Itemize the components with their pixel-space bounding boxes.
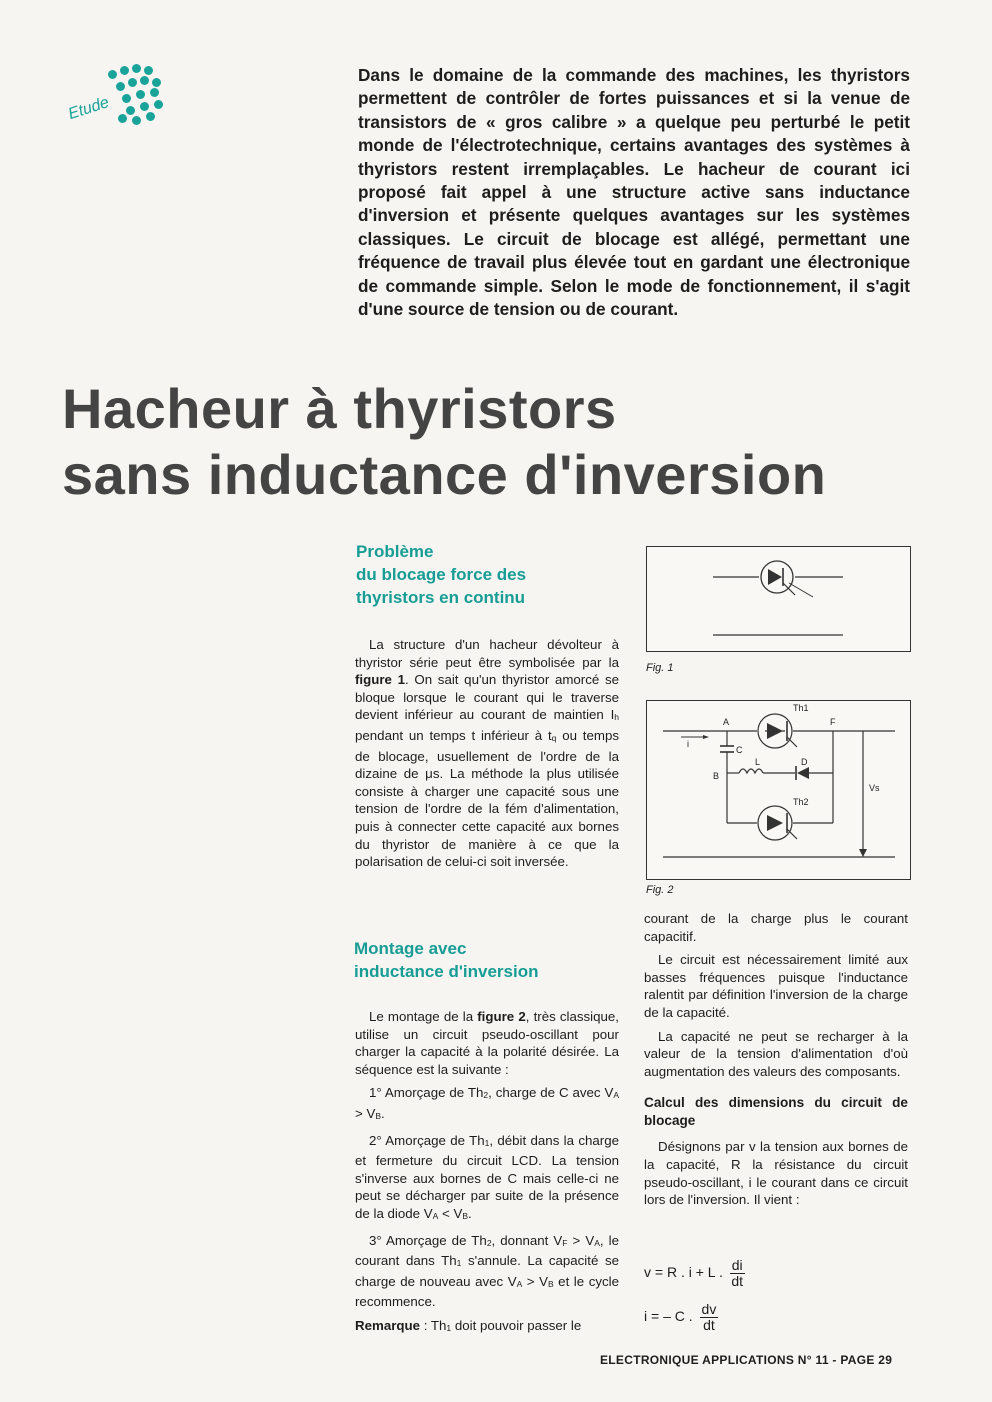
label-a: A	[723, 717, 730, 727]
right-paragraph: courant de la charge plus le courant capacitif.	[644, 911, 908, 944]
label-l: L	[755, 757, 761, 767]
label-c: C	[736, 745, 743, 755]
intro-paragraph: Dans le domaine de la commande des machines, les thyristors permettent de contrôler de fortes puissances et si la venue de transistors de « gros calibre » a quelque peu perturbé le petit monde de l'électrotechnique, certains avantages des systèmes à thyristors restent irremplaçables. Le hacheur de courant ici proposé fait appel à une structure active sans inductance d'inversion et présente quelques avantages sur les systèmes classiques. Le circuit de blocage est allégé, permettant une fréquence de travail plus élevée tout en gardant une électronique de commande simple. Selon le mode de fonctionnement, il s'agit d'une source de tension ou de courant.	[358, 65, 910, 320]
body-text-right	[644, 910, 908, 1215]
heading-line: Montage avec	[354, 939, 467, 958]
eq1-num: di	[731, 1257, 743, 1273]
logo-word: Etude	[66, 93, 112, 124]
subheading-calcul: Calcul des dimensions du circuit de blocage	[644, 1095, 908, 1129]
title-line-2: sans inductance d'inversion	[62, 443, 827, 506]
fig2-diagram	[647, 701, 910, 879]
right-paragraph: Le circuit est nécessairement limité aux basses fréquences puisque l'inductance ralentit par définition l'inversion de la charge de la capacité.	[644, 952, 908, 1020]
equation-1	[644, 1258, 745, 1289]
eq2-den: dt	[703, 1317, 715, 1333]
eq1-left: v = R . i + L .	[644, 1264, 723, 1281]
eq1-den: dt	[731, 1273, 744, 1289]
heading-line: Problème	[356, 542, 434, 561]
title-line-1: Hacheur à thyristors	[62, 377, 617, 440]
fig1-label: Fig. 1	[646, 662, 674, 674]
eq2-left: i = – C .	[644, 1308, 693, 1325]
label-b: B	[713, 771, 720, 781]
heading-line: thyristors en continu	[356, 588, 526, 607]
label-i: i	[687, 739, 689, 749]
label-th2: Th2	[793, 797, 809, 807]
section-heading-blocage	[356, 540, 616, 609]
body-text-section2: Le montage de la figure 2, très classique, utilise un circuit pseudo-oscillant pour charger la capacité à la polarité désirée. La séquence est la suivante : 1° Amorçage de Th2, charge de C avec VA > VB. 2° Amorçage de Th1, débit dans la charge et fermeture du circuit LCD. La tension s'inverse aux bornes de C mais celle-ci ne peut se décharger par suite de la présence de la diode VA < VB. 3° Amorçage de Th2, donnant VF > VA, le courant dans Th1 s'annule. La capacité se charge de nouveau avec VA > VB et le cycle recommence. Remarque : Th1 doit pouvoir passer le	[355, 1009, 620, 1333]
article-title	[62, 376, 942, 508]
etude-logo	[64, 58, 174, 138]
label-f: F	[830, 717, 836, 727]
heading-line: inductance d'inversion	[354, 962, 539, 981]
page-footer: ELECTRONIQUE APPLICATIONS N° 11 - PAGE 29	[600, 1353, 893, 1367]
fig2-label: Fig. 2	[646, 884, 674, 896]
right-paragraph: La capacité ne peut se recharger à la valeur de la tension d'alimentation d'où augmentation des valeurs des composants.	[644, 1028, 908, 1079]
section-heading-montage	[354, 937, 614, 983]
equation-2	[644, 1302, 718, 1333]
body-text-section1: La structure d'un hacheur dévolteur à thyristor série peut être symbolisée par la figure 1. On sait qu'un thyristor amorcé se bloque lorsque le courant qui le traverse devient inférieur au courant de maintien Ih pendant un temps t inférieur à tq ou temps de blocage, usuellement de l'ordre de la dizaine de μs. La méthode la plus utilisée consiste à charger une capacité sous une tension de l'ordre de la fém d'alimentation, puis à connecter cette capacité aux bornes du thyristor de manière à ce que la polarisation de celui-ci soit inversée.	[355, 637, 619, 870]
eq2-num: dv	[701, 1301, 717, 1317]
label-d: D	[801, 757, 808, 767]
figure-1	[646, 546, 911, 652]
figure-2	[646, 700, 911, 880]
label-vs: Vs	[869, 783, 880, 793]
label-th1: Th1	[793, 703, 809, 713]
fig1-diagram	[647, 547, 910, 651]
right-paragraph: Désignons par v la tension aux bornes de la capacité, R la résistance du circuit pseudo-oscillant, i le courant dans ce circuit lors de l'inversion. Il vient :	[644, 1139, 908, 1208]
heading-line: du blocage force des	[356, 565, 527, 584]
